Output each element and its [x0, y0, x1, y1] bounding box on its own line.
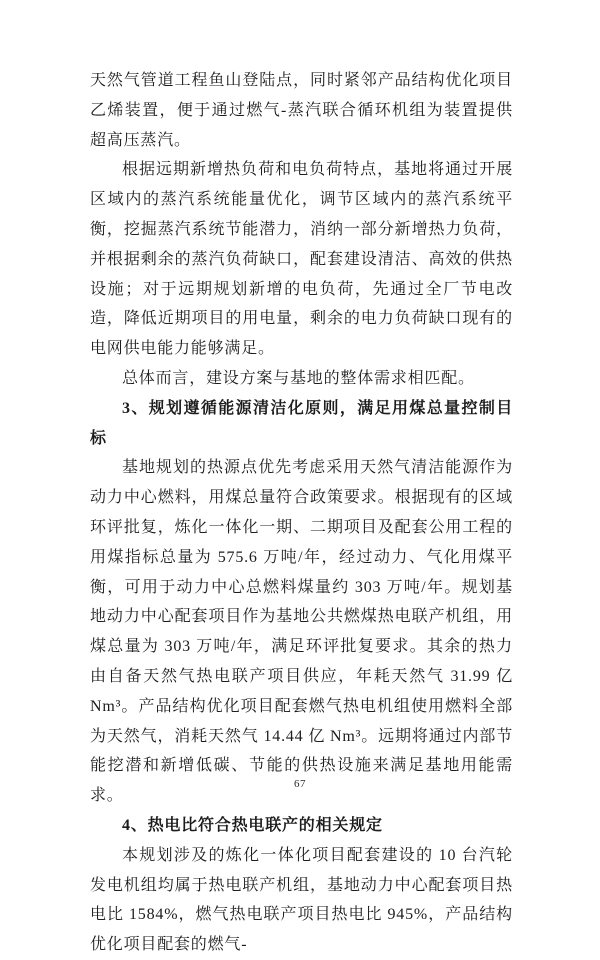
body-paragraph: 本规划涉及的炼化一体化项目配套建设的 10 台汽轮发电机组均属于热电联产机组，基地动力中心配套项目热电比 1584%，燃气热电联产项目热电比 945%，产品结构优化项目配套的燃气- — [90, 846, 513, 954]
body-paragraph: 基地规划的热源点优先考虑采用天然气清洁能源作为动力中心燃料，用煤总量符合政策要求。根据现有的区域环评批复，炼化一体化一期、二期项目及配套公用工程的用煤指标总量为 575.6 万吨/年，经过动力、气化用煤平衡，可用于动力中心总燃料煤量约 303 万吨/年。规划基地动力中心配套项目作为基地公共燃煤热电联产机组，用煤总量为 303 万吨/年，满足环评批复要求。其余的热力由自备天然气热电联产项目供应，年耗天然气 31.99 亿 Nm³。产品结构优化项目配套燃气热电机组使用燃料全部为天然气，消耗天然气 14.44 亿 Nm³。远期将通过内部节能挖潜和新增低碳、节能的供热设施来满足基地用能需求。 — [90, 459, 513, 805]
section-heading-3: 3、规划遵循能源清洁化原则，满足用煤总量控制目标 — [90, 399, 513, 447]
body-paragraph: 根据远期新增热负荷和电负荷特点，基地将通过开展区域内的蒸汽系统能量优化，调节区域内的蒸汽系统平衡，挖掘蒸汽系统节能潜力，消纳一部分新增热力负荷，并根据剩余的蒸汽负荷缺口，配套建设清洁、高效的供热设施；对于远期规划新增的电负荷，先通过全厂节电改造，降低近期项目的用电量，剩余的电力负荷缺口现有的电网供电能力能够满足。 — [90, 161, 513, 358]
document-body — [90, 66, 513, 960]
body-paragraph: 总体而言，建设方案与基地的整体需求相匹配。 — [122, 369, 475, 387]
page-number: 67 — [294, 778, 306, 790]
body-paragraph-continuation: 天然气管道工程鱼山登陆点，同时紧邻产品结构优化项目乙烯装置，便于通过燃气-蒸汽联合循环机组为装置提供超高压蒸汽。 — [90, 72, 513, 149]
section-heading-4: 4、热电比符合热电联产的相关规定 — [122, 816, 383, 834]
